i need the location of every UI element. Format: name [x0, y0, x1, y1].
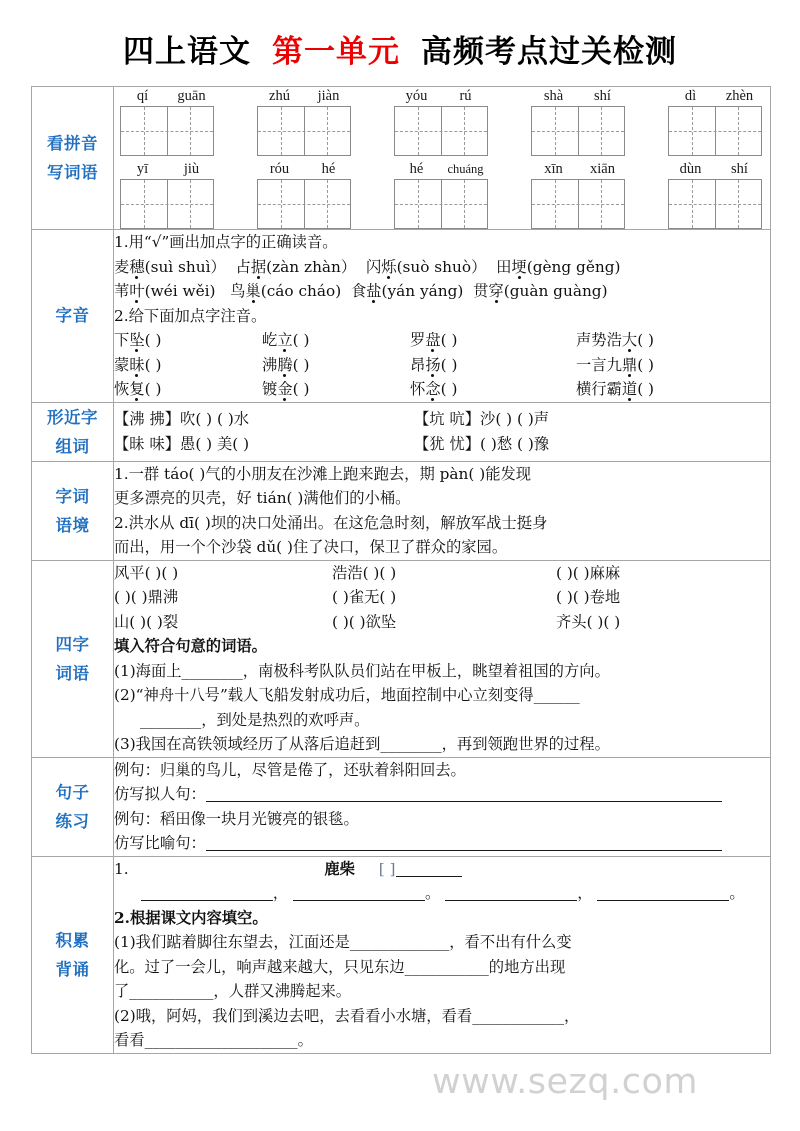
- pinyin-syllable: chuáng: [447, 162, 484, 176]
- tianzige-box[interactable]: [668, 179, 762, 229]
- row-label-pinyin: [32, 87, 114, 230]
- example-sentence: 例句：稻田像一块月光镀亮的银毯。: [114, 809, 359, 828]
- table-row-zicijingjing: [32, 461, 771, 560]
- jilei-q2-heading: 2.根据课文内容填空。: [114, 908, 268, 927]
- pinyin-syllable: zhèn: [725, 88, 754, 104]
- recite-line[interactable]: (2)哦，阿妈，我们到溪边去吧，去看看小水塘，看看____________，: [114, 1006, 580, 1025]
- pinyin-grid-cell: [114, 87, 771, 230]
- annotate-item[interactable]: 镀金( ): [262, 380, 310, 398]
- pinyin-syllable: zhú: [269, 88, 290, 104]
- annotate-item[interactable]: 罗盘( ): [410, 331, 458, 349]
- word-pair-item[interactable]: 【犹 忧】( )愁 ( )豫: [414, 434, 550, 453]
- tianzige-box[interactable]: [531, 106, 625, 156]
- ziyin-q1-line1: [114, 255, 770, 280]
- idiom-row: [114, 561, 770, 586]
- recite-line[interactable]: 化。过了一会儿，响声越来越大，只见东边___________的地方出现: [114, 957, 566, 976]
- row-label-juzi-line2: 练习: [55, 811, 90, 831]
- recite-line[interactable]: (1)我们踮着脚往东望去，江面还是_____________，看不出有什么变: [114, 933, 572, 951]
- table-row-jilei: [32, 856, 771, 1053]
- pinyin-label: [392, 160, 490, 179]
- row-label-ziyin: [32, 230, 114, 403]
- ziyin-q1-heading: 1.用“√”画出加点字的正确读音。: [114, 233, 338, 251]
- pinyin-label: [392, 87, 490, 106]
- pinyin-syllable: róu: [269, 161, 290, 177]
- pinyin-label: [666, 87, 764, 106]
- pinyin-syllable: hé: [321, 161, 336, 177]
- tianzige-box[interactable]: [120, 106, 214, 156]
- tianzige-group[interactable]: [666, 87, 764, 156]
- row-label-sizi: [32, 560, 114, 757]
- pinyin-label: [255, 160, 353, 179]
- row-label-ziyin-text: 字音: [55, 306, 90, 326]
- pinyin-syllable: yóu: [405, 88, 428, 104]
- choice-item[interactable]: 鸟巢(cáo cháo): [230, 282, 342, 300]
- annotate-item[interactable]: 昂扬( ): [410, 355, 458, 374]
- row-label-xingjinzi-line2: 组词: [55, 436, 90, 456]
- table-row-pinyin: [32, 87, 771, 230]
- tianzige-group[interactable]: [118, 87, 216, 156]
- annotate-item[interactable]: 屹立( ): [262, 331, 310, 349]
- table-row-ziyin: [32, 230, 771, 403]
- tianzige-group[interactable]: [392, 87, 490, 156]
- idiom-row: [114, 585, 770, 610]
- zicijingjing-cell: [114, 461, 771, 560]
- annotate-item[interactable]: 下坠( ): [114, 331, 162, 349]
- title-part-subject: 高频考点过关检测: [421, 34, 677, 70]
- word-pair-item[interactable]: 【昧 味】愚( ) 美( ): [114, 434, 250, 453]
- answer-blank[interactable]: [293, 900, 425, 901]
- choice-item[interactable]: 闪烁(suò shuò）: [365, 257, 487, 276]
- pinyin-syllable: yī: [136, 161, 149, 177]
- sizi-fill-item[interactable]: (3)我国在高铁领域经历了从落后追赶到________，再到领跑世界的过程。: [114, 735, 610, 753]
- context-line[interactable]: 2.洪水从 dī( )坝的决口处涌出。在这危急时刻，解放军战士挺身: [114, 513, 548, 532]
- jilei-cell: [114, 856, 771, 1053]
- answer-blank[interactable]: [597, 900, 729, 901]
- table-row-sizi: [32, 560, 771, 757]
- pinyin-syllable: shà: [543, 88, 564, 104]
- pinyin-syllable: rú: [459, 88, 472, 104]
- imitate-prompt: [114, 831, 770, 856]
- tianzige-group[interactable]: [529, 160, 627, 229]
- pinyin-syllable: dì: [684, 88, 697, 104]
- row-label-xingjinzi-line1: 形近字: [47, 407, 98, 427]
- choice-item[interactable]: 占据(zàn zhàn）: [235, 257, 357, 276]
- tianzige-group[interactable]: [529, 87, 627, 156]
- recite-line[interactable]: 了___________，人群又沸腾起来。: [114, 982, 352, 1000]
- idiom-item[interactable]: ( )雀无( ): [332, 588, 397, 606]
- choice-item[interactable]: 麦穗(suì shuì）: [114, 257, 226, 276]
- poem-author-bracket[interactable]: [ ]: [378, 859, 396, 878]
- pinyin-syllable: xīn: [544, 161, 563, 177]
- choice-item[interactable]: 苇叶(wéi wěi): [114, 282, 216, 300]
- annotate-item[interactable]: 蒙昧( ): [114, 355, 162, 374]
- sizi-fill-heading: 填入符合句意的词语。: [114, 637, 267, 655]
- site-watermark: www.sezq.com: [432, 1062, 699, 1102]
- tianzige-group[interactable]: [118, 160, 216, 229]
- answer-blank[interactable]: [396, 876, 462, 877]
- row-label-juzi-line1: 句子: [55, 782, 90, 802]
- tianzige-row-1: [114, 87, 770, 156]
- idiom-item[interactable]: 浩浩( )( ): [332, 563, 397, 582]
- context-line[interactable]: 1.一群 táo( )气的小朋友在沙滩上跑来跑去，期 pàn( )能发现: [114, 464, 532, 483]
- poem-body-line: ， 。 ， 。: [114, 881, 770, 906]
- poem-number: 1.: [114, 859, 129, 878]
- choice-item[interactable]: 贯穿(guàn guàng): [473, 282, 608, 300]
- annotate-item[interactable]: 一言九鼎( ): [576, 355, 655, 374]
- idiom-item[interactable]: 风平( )( ): [114, 563, 179, 582]
- row-label-pinyin-line2: 写词语: [47, 163, 98, 182]
- row-label-jilei-line1: 积累: [55, 930, 90, 950]
- sizi-fill-item[interactable]: (2)“神舟十八号”载人飞船发射成功后，地面控制中心立刻变得______: [114, 686, 580, 704]
- word-pair-item[interactable]: 【沸 拂】吹( ) ( )水: [114, 410, 250, 428]
- row-label-xingjinzi: [32, 402, 114, 461]
- pinyin-syllable: qí: [136, 88, 149, 104]
- ziyin-cell: [114, 230, 771, 403]
- tianzige-group[interactable]: [666, 160, 764, 229]
- pinyin-label: [529, 160, 627, 179]
- tianzige-box[interactable]: [257, 106, 351, 156]
- pinyin-label: [529, 87, 627, 106]
- pinyin-label: [118, 160, 216, 179]
- pinyin-syllable: hé: [409, 161, 424, 177]
- imitate-prompt: [114, 782, 770, 807]
- tianzige-box[interactable]: [668, 106, 762, 156]
- row-label-pinyin-line1: 看拼音: [47, 134, 98, 153]
- poem-title: 鹿柴: [324, 859, 355, 878]
- answer-blank[interactable]: [445, 900, 577, 901]
- ziyin-q2-heading: 2.给下面加点字注音。: [114, 306, 267, 325]
- tianzige-box[interactable]: [394, 106, 488, 156]
- idiom-row: [114, 610, 770, 635]
- ziyin-q2-row: [114, 353, 770, 378]
- tianzige-box[interactable]: [394, 179, 488, 229]
- idiom-item[interactable]: 齐头( )( ): [556, 612, 621, 631]
- row-label-zicijingjing: [32, 461, 114, 560]
- pinyin-syllable: guān: [177, 88, 206, 104]
- context-line[interactable]: 更多漂亮的贝壳，好 tián( )满他们的小桶。: [114, 489, 411, 507]
- idiom-item[interactable]: ( )( )麻麻: [556, 563, 621, 582]
- tianzige-row-2: [114, 160, 770, 229]
- row-label-zicijingjing-line2: 语境: [55, 515, 90, 535]
- ziyin-q2-row: [114, 377, 770, 402]
- table-row-xingjinzi: [32, 402, 771, 461]
- tianzige-box[interactable]: [531, 179, 625, 229]
- row-label-sizi-line1: 四字: [55, 634, 90, 654]
- juzi-cell: [114, 757, 771, 856]
- pinyin-syllable: dùn: [679, 161, 702, 177]
- annotate-item[interactable]: 横行霸道( ): [576, 380, 655, 398]
- annotate-item[interactable]: 怀念( ): [410, 380, 458, 398]
- idiom-item[interactable]: ( )( )卷地: [556, 588, 621, 606]
- table-row-juzi: [32, 757, 771, 856]
- row-label-zicijingjing-line1: 字词: [55, 486, 90, 506]
- xingjinzi-line: [114, 432, 770, 457]
- annotate-item[interactable]: 恢复( ): [114, 380, 162, 398]
- ziyin-q1-line2: [114, 279, 770, 304]
- xingjinzi-cell: [114, 402, 771, 461]
- title-part-grade: 四上语文: [123, 34, 251, 70]
- idiom-item[interactable]: ( )( )鼎沸: [114, 588, 179, 606]
- example-sentence: 例句：归巢的鸟儿，尽管是倦了，还驮着斜阳回去。: [114, 760, 466, 779]
- sizi-cell: [114, 560, 771, 757]
- idiom-item[interactable]: 山( )( )裂: [114, 612, 179, 631]
- pinyin-syllable: shí: [731, 161, 748, 177]
- tianzige-box[interactable]: [120, 179, 214, 229]
- xingjinzi-line: [114, 407, 770, 432]
- pinyin-label: [118, 87, 216, 106]
- page-title: [0, 0, 800, 85]
- idiom-item[interactable]: ( )( )欲坠: [332, 612, 397, 631]
- annotate-item[interactable]: 声势浩大( ): [576, 331, 655, 349]
- context-line[interactable]: 而出，用一个个沙袋 dǔ( )住了决口，保卫了群众的家园。: [114, 538, 508, 556]
- annotate-item[interactable]: 沸腾( ): [262, 355, 310, 374]
- choice-item[interactable]: 田埂(gèng gěng): [496, 257, 621, 276]
- pinyin-syllable: jiù: [183, 161, 200, 177]
- imitate-prompt-label: 仿写拟人句：: [114, 785, 206, 803]
- row-label-sizi-line2: 词语: [55, 663, 90, 683]
- answer-blank[interactable]: [206, 850, 722, 851]
- worksheet-table: [31, 86, 771, 1054]
- pinyin-label: [255, 87, 353, 106]
- answer-blank[interactable]: [141, 900, 273, 901]
- title-part-unit: 第一单元: [272, 34, 400, 70]
- pinyin-syllable: shí: [594, 88, 611, 104]
- pinyin-syllable: jiàn: [317, 88, 340, 104]
- ziyin-q2-row: [114, 328, 770, 353]
- tianzige-group[interactable]: [255, 87, 353, 156]
- row-label-jilei: [32, 856, 114, 1053]
- recite-line[interactable]: 看看____________________。: [114, 1031, 313, 1049]
- row-label-juzi: [32, 757, 114, 856]
- tianzige-box[interactable]: [257, 179, 351, 229]
- sizi-fill-item[interactable]: ________，到处是热烈的欢呼声。: [140, 710, 370, 729]
- tianzige-group[interactable]: [255, 160, 353, 229]
- imitate-prompt-label: 仿写比喻句：: [114, 834, 206, 852]
- row-label-jilei-line2: 背诵: [55, 959, 90, 979]
- answer-blank[interactable]: [206, 801, 722, 802]
- pinyin-syllable: xiān: [590, 161, 615, 177]
- sizi-fill-item[interactable]: (1)海面上________，南极科考队队员们站在甲板上，眺望着祖国的方向。: [114, 661, 610, 680]
- poem-title-line: [114, 857, 770, 882]
- pinyin-label: [666, 160, 764, 179]
- word-pair-item[interactable]: 【坑 吭】沙( ) ( )声: [414, 410, 550, 428]
- tianzige-group[interactable]: [392, 160, 490, 229]
- choice-item[interactable]: 食盐(yán yáng): [350, 282, 464, 300]
